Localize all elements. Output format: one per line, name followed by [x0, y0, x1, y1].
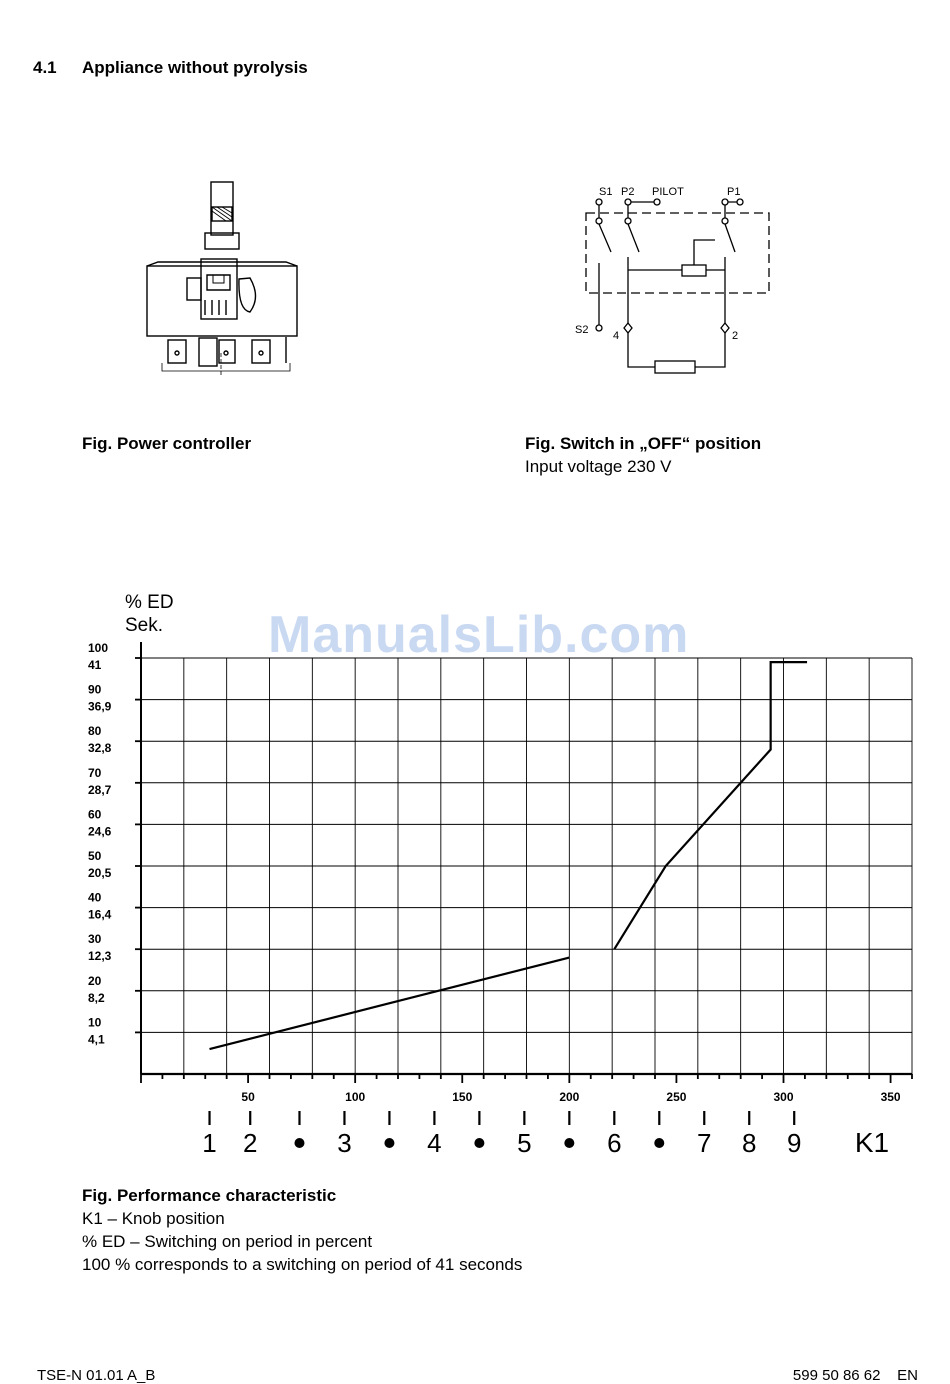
legend-k1: K1 – Knob position [82, 1209, 225, 1228]
knob-position-label: 3 [337, 1128, 352, 1158]
y-tick-label-seconds: 28,7 [88, 782, 112, 797]
switch-input-voltage: Input voltage 230 V [525, 457, 672, 476]
knob-dot [654, 1138, 664, 1148]
terminal-pilot-label: PILOT [652, 186, 684, 198]
x-tick-label: 300 [773, 1090, 794, 1104]
y-tick-label-seconds: 12,3 [88, 949, 112, 964]
switch-caption: Fig. Switch in „OFF“ position [525, 434, 762, 453]
performance-caption: Fig. Performance characteristic [82, 1186, 337, 1205]
y-tick-label-percent: 10 [88, 1015, 102, 1030]
knob-position-label: 9 [786, 1128, 802, 1158]
section-number: 4.1 [33, 58, 57, 77]
x-tick-label: 100 [345, 1090, 366, 1104]
power-controller-caption: Fig. Power controller [82, 434, 252, 453]
terminal-4-label: 4 [613, 330, 620, 342]
legend-ed: % ED – Switching on period in percent [82, 1232, 373, 1251]
x-tick-label: 200 [559, 1090, 580, 1104]
x-tick-label: 150 [452, 1090, 473, 1104]
x-tick-label: 50 [241, 1090, 255, 1104]
y-tick-label-seconds: 20,5 [88, 866, 112, 880]
x-tick-label: 250 [666, 1090, 687, 1104]
series-line-2 [614, 662, 807, 949]
y-tick-label-seconds: 8,2 [88, 990, 105, 1005]
y-tick-label-seconds: 24,6 [88, 824, 112, 839]
y-tick-label-percent: 30 [88, 932, 102, 947]
legend-100-percent: 100 % corresponds to a switching on period of 41 seconds [82, 1255, 523, 1274]
series-line-1 [210, 958, 570, 1050]
x-tick-label: 350 [880, 1090, 901, 1104]
knob-dot [294, 1138, 304, 1148]
section-title: Appliance without pyrolysis [82, 58, 308, 77]
knob-position-label: 5 [517, 1128, 532, 1158]
y-tick-label-percent: 50 [88, 849, 102, 863]
y-axis-unit-seconds: Sek. [125, 615, 164, 636]
knob-position-label: 1 [202, 1128, 217, 1158]
knob-dot [564, 1138, 574, 1148]
y-tick-label-percent: 80 [88, 724, 102, 739]
knob-position-label: 2 [242, 1128, 258, 1158]
y-tick-label-percent: 90 [88, 682, 102, 697]
y-tick-label-seconds: 4,1 [88, 1032, 105, 1047]
knob-axis-label: K1 [854, 1127, 890, 1158]
terminal-s2-label: S2 [575, 324, 589, 336]
y-tick-label-seconds: 16,4 [88, 907, 112, 922]
footer-doc-code: TSE-N 01.01 A_B [37, 1367, 156, 1384]
knob-position-label: 8 [741, 1128, 757, 1158]
y-axis-unit-percent: % ED [125, 592, 174, 613]
y-tick-label-seconds: 36,9 [88, 699, 112, 714]
knob-position-label: 6 [607, 1128, 622, 1158]
y-tick-label-seconds: 32,8 [88, 741, 112, 756]
y-tick-label-percent: 40 [88, 890, 102, 905]
terminal-2-label: 2 [732, 330, 739, 342]
y-tick-label-percent: 70 [88, 765, 102, 780]
y-tick-label-percent: 20 [88, 973, 102, 988]
y-tick-label-seconds: 41 [88, 658, 102, 672]
knob-dot [384, 1138, 394, 1148]
terminal-p2-label: P2 [621, 186, 635, 198]
terminal-s1-label: S1 [599, 186, 613, 198]
watermark: ManualsLib.com [268, 606, 690, 664]
y-tick-label-percent: 100 [88, 641, 109, 655]
terminal-p1-label: P1 [727, 186, 741, 198]
footer-part-number: 599 50 86 62 EN [792, 1367, 918, 1384]
knob-position-label: 4 [427, 1128, 442, 1158]
knob-dot [474, 1138, 484, 1148]
y-tick-label-percent: 60 [88, 807, 102, 822]
knob-position-label: 7 [697, 1128, 712, 1158]
